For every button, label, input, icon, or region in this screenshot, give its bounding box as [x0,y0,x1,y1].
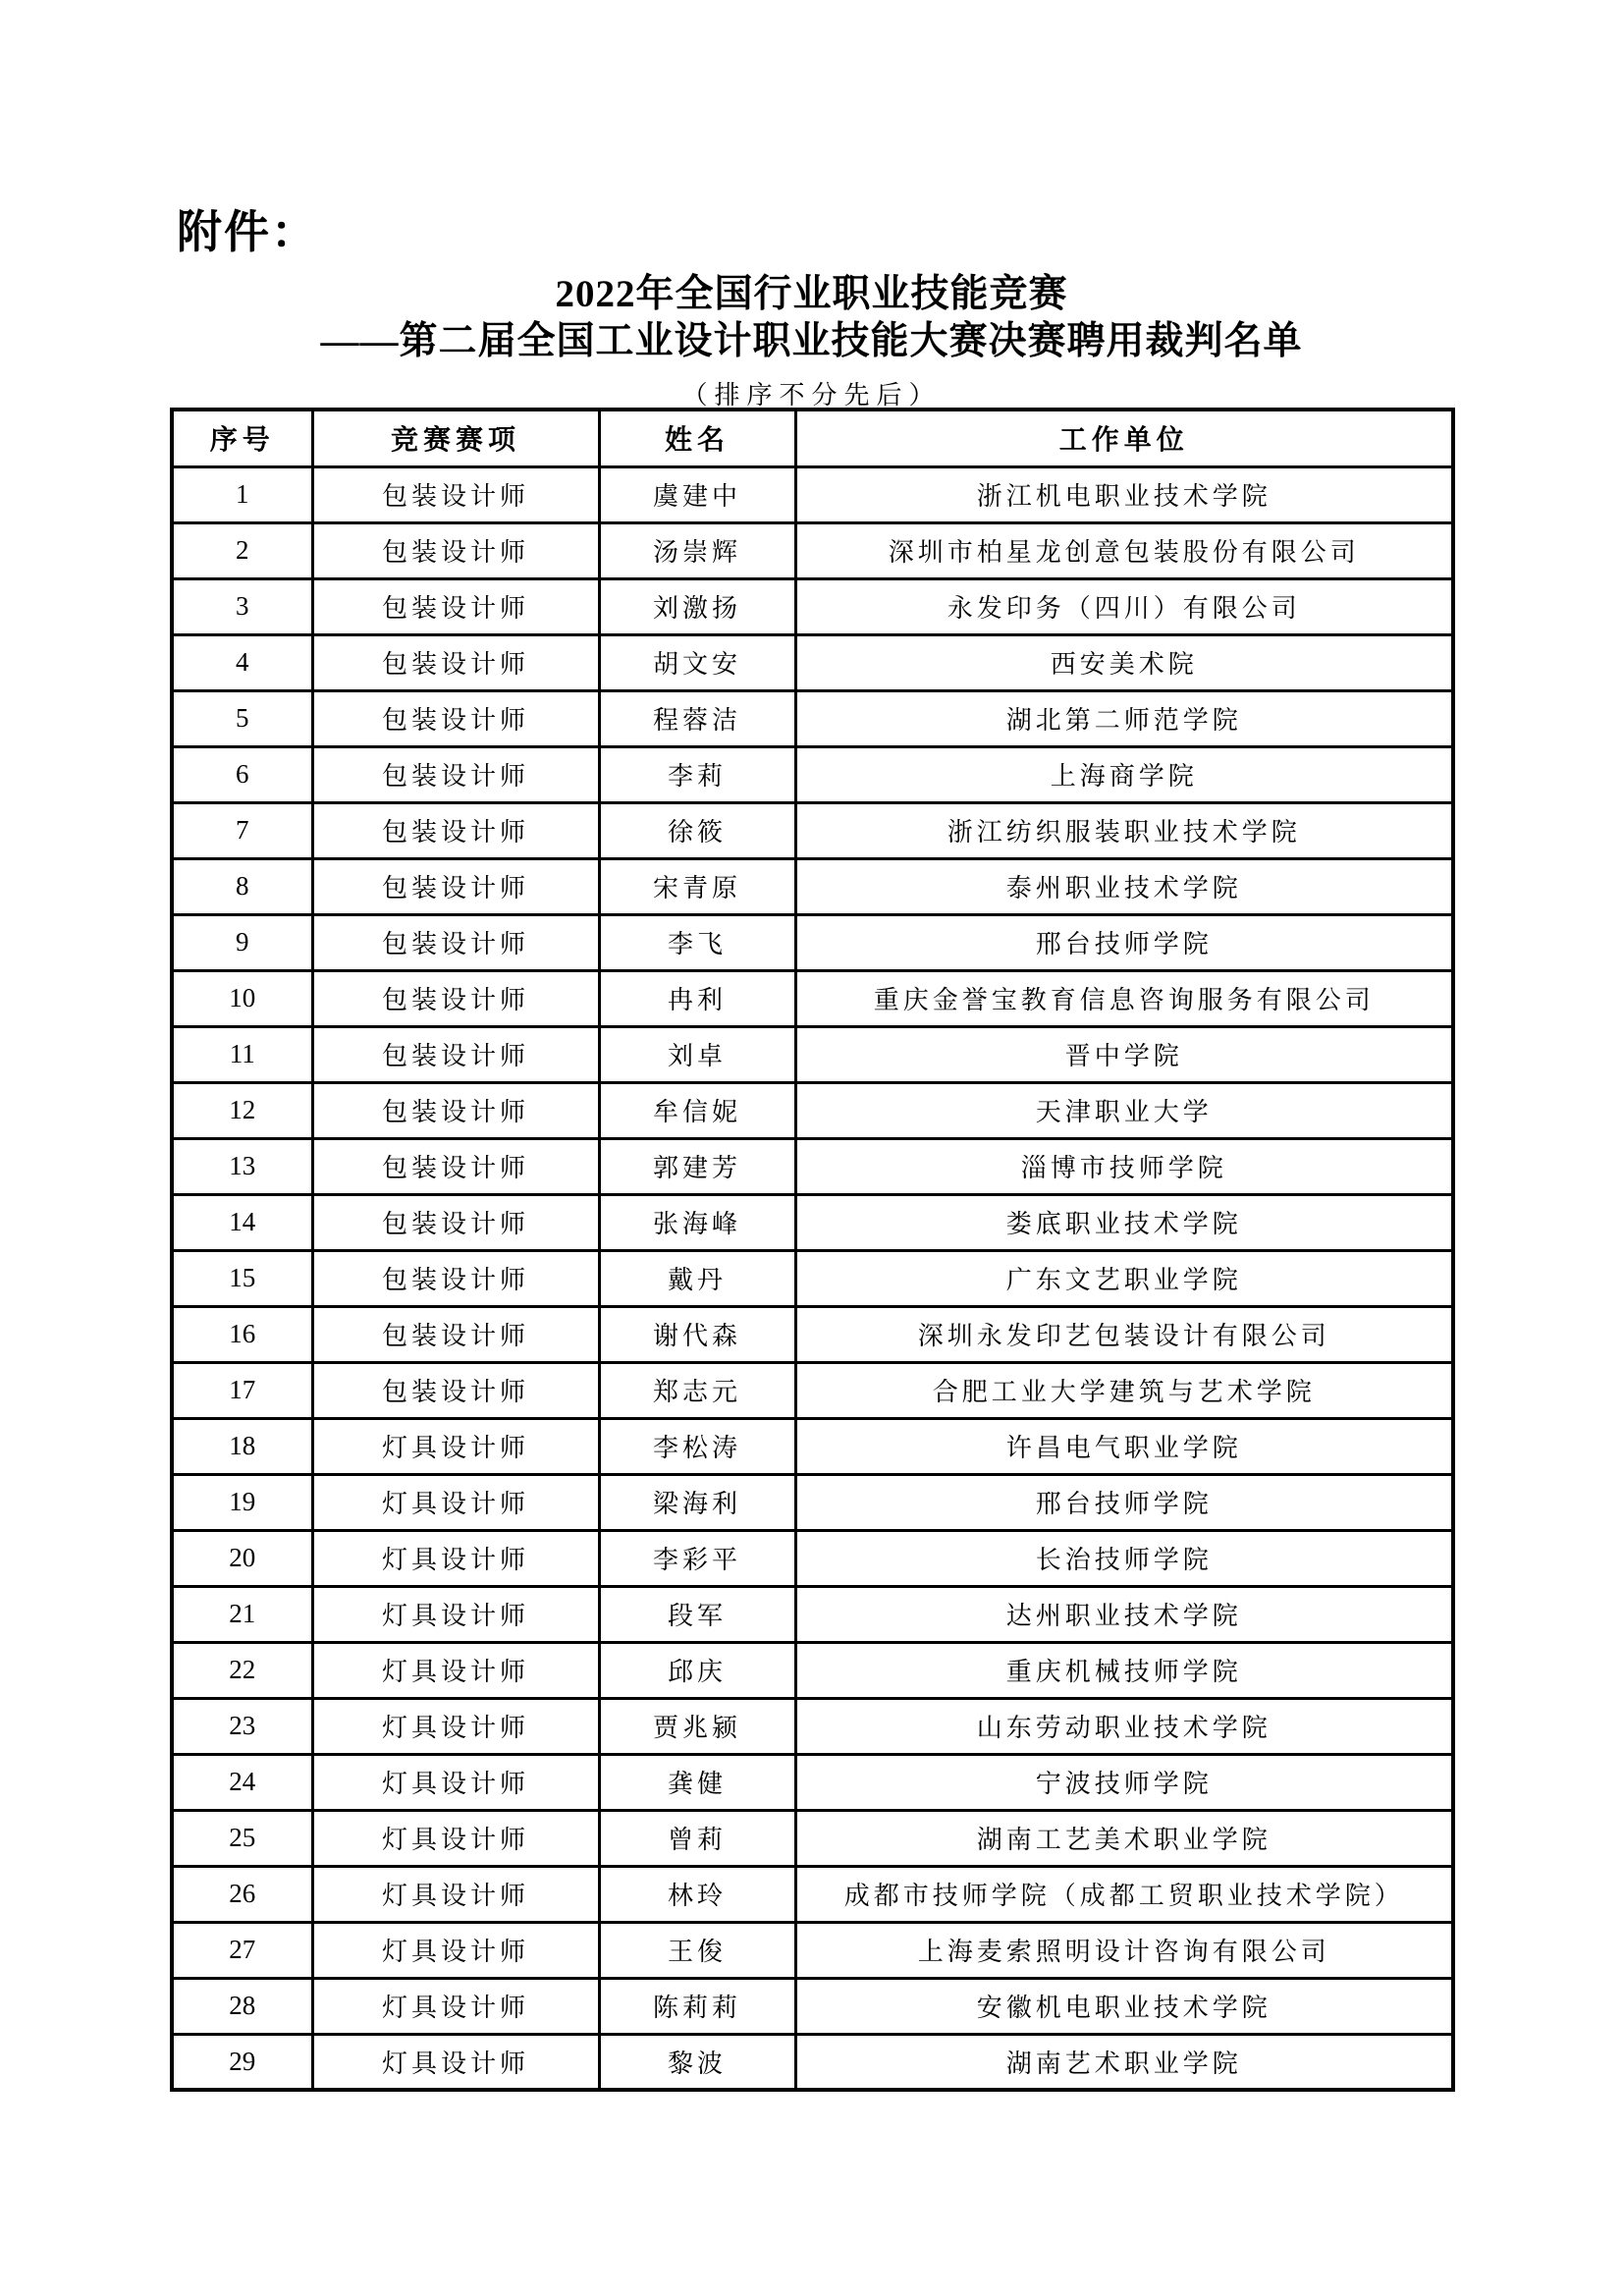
table-row [172,1530,1453,1586]
table-cell-col-index: 23 [172,1698,312,1754]
table-row [172,1306,1453,1362]
table-cell-col-index: 13 [172,1138,312,1194]
table-row [172,634,1453,690]
table-row [172,858,1453,914]
table-cell-col-name: 黎波 [599,2034,795,2090]
table-cell-col-name: 李飞 [599,914,795,970]
table-cell-col-event: 包装设计师 [312,1082,599,1138]
judges-table [170,408,1455,2092]
column-header-col-event: 竞赛赛项 [312,410,599,466]
table-row [172,1250,1453,1306]
table-cell-col-unit: 深圳永发印艺包装设计有限公司 [795,1306,1453,1362]
table-row [172,1418,1453,1474]
table-cell-col-index: 4 [172,634,312,690]
table-cell-col-unit: 上海商学院 [795,746,1453,802]
table-cell-col-name: 汤崇辉 [599,522,795,578]
table-cell-col-name: 谢代森 [599,1306,795,1362]
table-cell-col-event: 灯具设计师 [312,1754,599,1810]
table-cell-col-index: 11 [172,1026,312,1082]
table-cell-col-name: 李莉 [599,746,795,802]
table-cell-col-unit: 上海麦索照明设计咨询有限公司 [795,1922,1453,1978]
table-cell-col-event: 灯具设计师 [312,1418,599,1474]
table-row [172,578,1453,634]
table-cell-col-event: 灯具设计师 [312,1810,599,1866]
table-cell-col-index: 12 [172,1082,312,1138]
attachment-label: 附件： [177,206,318,257]
table-cell-col-event: 包装设计师 [312,1026,599,1082]
table-cell-col-index: 21 [172,1586,312,1642]
table-row [172,1082,1453,1138]
table-cell-col-unit: 娄底职业技术学院 [795,1194,1453,1250]
table-cell-col-event: 包装设计师 [312,690,599,746]
table-cell-col-index: 1 [172,466,312,522]
table-cell-col-unit: 西安美术院 [795,634,1453,690]
table-cell-col-name: 张海峰 [599,1194,795,1250]
table-row [172,1922,1453,1978]
table-cell-col-name: 梁海利 [599,1474,795,1530]
table-cell-col-name: 宋青原 [599,858,795,914]
table-cell-col-event: 灯具设计师 [312,1922,599,1978]
table-cell-col-event: 包装设计师 [312,858,599,914]
table-cell-col-index: 20 [172,1530,312,1586]
table-cell-col-name: 虞建中 [599,466,795,522]
table-cell-col-name: 郭建芳 [599,1138,795,1194]
table-row [172,1754,1453,1810]
table-cell-col-unit: 天津职业大学 [795,1082,1453,1138]
table-cell-col-event: 包装设计师 [312,914,599,970]
table-cell-col-index: 17 [172,1362,312,1418]
table-cell-col-event: 灯具设计师 [312,1474,599,1530]
table-row [172,690,1453,746]
table-cell-col-unit: 重庆机械技师学院 [795,1642,1453,1698]
table-cell-col-unit: 湖南工艺美术职业学院 [795,1810,1453,1866]
table-cell-col-name: 徐筱 [599,802,795,858]
table-header-row [172,410,1453,466]
table-cell-col-name: 王俊 [599,1922,795,1978]
table-cell-col-unit: 泰州职业技术学院 [795,858,1453,914]
table-row [172,1026,1453,1082]
table-cell-col-index: 5 [172,690,312,746]
table-cell-col-unit: 成都市技师学院（成都工贸职业技术学院） [795,1866,1453,1922]
table-cell-col-name: 郑志元 [599,1362,795,1418]
table-cell-col-name: 段军 [599,1586,795,1642]
table-cell-col-name: 李彩平 [599,1530,795,1586]
table-cell-col-unit: 山东劳动职业技术学院 [795,1698,1453,1754]
table-row [172,914,1453,970]
table-cell-col-unit: 广东文艺职业学院 [795,1250,1453,1306]
table-cell-col-unit: 许昌电气职业学院 [795,1418,1453,1474]
table-cell-col-unit: 重庆金誉宝教育信息咨询服务有限公司 [795,970,1453,1026]
document-title-line1: 2022年全国行业职业技能竞赛 [555,273,1068,315]
table-cell-col-index: 22 [172,1642,312,1698]
table-cell-col-unit: 永发印务（四川）有限公司 [795,578,1453,634]
table-row [172,970,1453,1026]
table-cell-col-name: 冉利 [599,970,795,1026]
table-cell-col-name: 程蓉洁 [599,690,795,746]
table-cell-col-index: 3 [172,578,312,634]
table-cell-col-event: 包装设计师 [312,1194,599,1250]
table-cell-col-index: 10 [172,970,312,1026]
table-cell-col-unit: 湖北第二师范学院 [795,690,1453,746]
column-header-col-name: 姓名 [599,410,795,466]
table-cell-col-event: 包装设计师 [312,1306,599,1362]
table-cell-col-index: 25 [172,1810,312,1866]
table-cell-col-unit: 浙江机电职业技术学院 [795,466,1453,522]
table-cell-col-index: 19 [172,1474,312,1530]
table-cell-col-name: 戴丹 [599,1250,795,1306]
table-cell-col-index: 8 [172,858,312,914]
table-cell-col-unit: 安徽机电职业技术学院 [795,1978,1453,2034]
table-cell-col-unit: 邢台技师学院 [795,1474,1453,1530]
table-cell-col-event: 包装设计师 [312,522,599,578]
column-header-col-unit: 工作单位 [795,410,1453,466]
table-row [172,802,1453,858]
table-cell-col-index: 7 [172,802,312,858]
document-title-line2: ——第二届全国工业设计职业技能大赛决赛聘用裁判名单 [320,320,1303,362]
table-cell-col-unit: 合肥工业大学建筑与艺术学院 [795,1362,1453,1418]
table-cell-col-index: 27 [172,1922,312,1978]
table-cell-col-unit: 邢台技师学院 [795,914,1453,970]
table-cell-col-unit: 湖南艺术职业学院 [795,2034,1453,2090]
table-cell-col-index: 15 [172,1250,312,1306]
table-cell-col-event: 包装设计师 [312,1138,599,1194]
table-cell-col-name: 林玲 [599,1866,795,1922]
table-row [172,1810,1453,1866]
table-cell-col-index: 28 [172,1978,312,2034]
table-cell-col-name: 曾莉 [599,1810,795,1866]
table-cell-col-name: 邱庆 [599,1642,795,1698]
table-cell-col-event: 包装设计师 [312,466,599,522]
table-cell-col-index: 9 [172,914,312,970]
table-cell-col-event: 包装设计师 [312,802,599,858]
document-subtitle: （排序不分先后） [681,381,942,410]
table-cell-col-index: 26 [172,1866,312,1922]
table-cell-col-index: 2 [172,522,312,578]
table-cell-col-unit: 淄博市技师学院 [795,1138,1453,1194]
table-row [172,1586,1453,1642]
table-row [172,1642,1453,1698]
table-cell-col-event: 包装设计师 [312,970,599,1026]
table-cell-col-event: 灯具设计师 [312,1530,599,1586]
table-row [172,466,1453,522]
table-cell-col-name: 陈莉莉 [599,1978,795,2034]
table-cell-col-index: 29 [172,2034,312,2090]
table-cell-col-event: 包装设计师 [312,634,599,690]
table-cell-col-unit: 宁波技师学院 [795,1754,1453,1810]
table-cell-col-unit: 达州职业技术学院 [795,1586,1453,1642]
table-cell-col-name: 李松涛 [599,1418,795,1474]
table-row [172,1474,1453,1530]
table-cell-col-index: 18 [172,1418,312,1474]
table-cell-col-unit: 长治技师学院 [795,1530,1453,1586]
table-row [172,1698,1453,1754]
table-cell-col-event: 包装设计师 [312,1250,599,1306]
table-cell-col-index: 16 [172,1306,312,1362]
table-cell-col-name: 贾兆颍 [599,1698,795,1754]
table-row [172,746,1453,802]
table-cell-col-event: 灯具设计师 [312,1866,599,1922]
table-row [172,2034,1453,2090]
table-cell-col-name: 刘卓 [599,1026,795,1082]
table-cell-col-event: 灯具设计师 [312,1978,599,2034]
column-header-col-index: 序号 [172,410,312,466]
table-cell-col-event: 灯具设计师 [312,1698,599,1754]
table-cell-col-event: 灯具设计师 [312,1642,599,1698]
table-cell-col-event: 灯具设计师 [312,2034,599,2090]
table-row [172,1978,1453,2034]
table-cell-col-index: 6 [172,746,312,802]
table-cell-col-name: 胡文安 [599,634,795,690]
table-cell-col-name: 龚健 [599,1754,795,1810]
table-cell-col-index: 24 [172,1754,312,1810]
table-cell-col-event: 包装设计师 [312,746,599,802]
table-cell-col-unit: 深圳市柏星龙创意包装股份有限公司 [795,522,1453,578]
table-cell-col-name: 刘激扬 [599,578,795,634]
table-row [172,522,1453,578]
table-cell-col-unit: 晋中学院 [795,1026,1453,1082]
table-row [172,1362,1453,1418]
table-cell-col-event: 灯具设计师 [312,1586,599,1642]
table-row [172,1866,1453,1922]
table-row [172,1194,1453,1250]
table-cell-col-index: 14 [172,1194,312,1250]
table-cell-col-unit: 浙江纺织服装职业技术学院 [795,802,1453,858]
table-cell-col-event: 包装设计师 [312,578,599,634]
table-cell-col-event: 包装设计师 [312,1362,599,1418]
table-row [172,1138,1453,1194]
table-cell-col-name: 牟信妮 [599,1082,795,1138]
